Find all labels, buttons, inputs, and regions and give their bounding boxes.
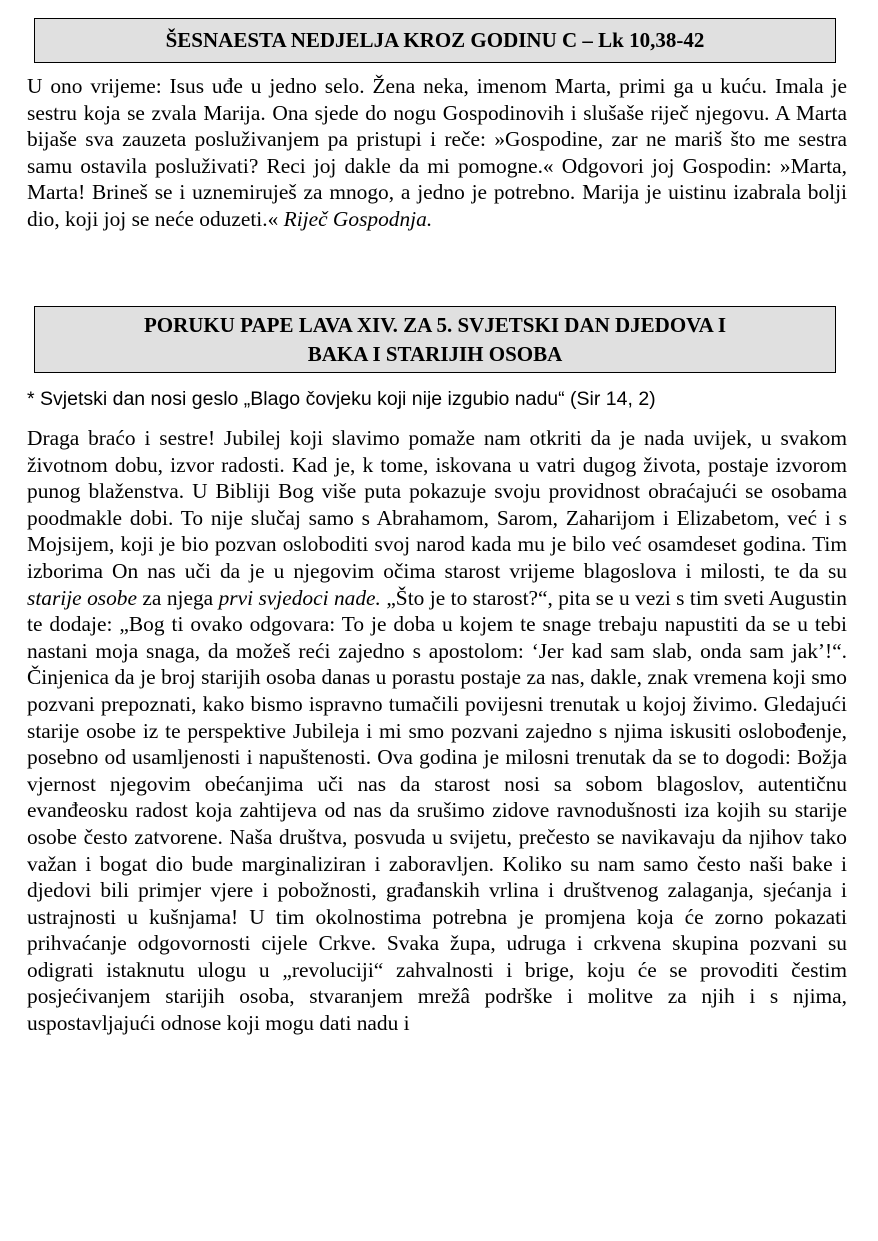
gospel-body: U ono vrijeme: Isus uđe u jedno selo. Žena neka, imenom Marta, primi ga u kuću. Imala je sestru koja se zvala Marija. Ona sjede do nogu Gospodinovih i slušaše riječ njegovu. A Marta bijaše sva zauzeta posluživanjem pa pristupi i reče: »Gospodine, zar ne mariš što me sestra samu ostavila posluživati? Reci joj dakle da mi pomogne.« Odgovori joj Gospodin: »Marta, Marta! Brineš se i uznemiruješ za mnogo, a jedno je potrebno. Marija je uistinu izabrala bolji dio, koji joj se neće oduzeti.« (27, 74, 847, 231)
message-title-box (34, 306, 836, 373)
gospel-title: ŠESNAESTA NEDJELJA KROZ GODINU C – Lk 10,38-42 (165, 28, 705, 52)
message-title-line1: PORUKU PAPE LAVA XIV. ZA 5. SVJETSKI DAN DJEDOVA I (143, 313, 727, 337)
message-motto: * Svjetski dan nosi geslo „Blago čovjeku koji nije izgubio nadu“ (Sir 14, 2) (27, 388, 656, 410)
gospel-title-box (34, 18, 836, 63)
message-body (27, 425, 847, 1037)
message-body-part3: „Što je to starost?“, pita se u vezi s tim sveti Augustin te dodaje: „Bog ti ovako odgovara: To je doba u kojem te snage trebaju napustiti da se u tebi nastani moja snaga, da možeš reći zajedno s apostolom: ‘Jer kad sam slab, onda sam jak’!“. Činjenica da je broj starijih osoba danas u porastu postaje za nas, dakle, znak vremena koji smo pozvani prepoznati, kako bismo ispravno tumačili povijesni trenutak u kojoj živimo. Gledajući starije osobe iz te perspektive Jubileja i mi smo pozvani zajedno s njima iskusiti oslobođenje, posebno od usamljenosti i napuštenosti. Ova godina je milosni trenutak da se to dogodi: Božja vjernost njegovim obećanjima uči nas da starost nosi sa sobom blagoslov, autentičnu evanđeosku radost koja zahtijeva od nas da srušimo zidove ravnodušnosti iza kojih su starije osobe često zatvorene. Naša društva, posvuda u svijetu, prečesto se navikavaju da njihov tako važan i bogat dio bude marginaliziran i zaboravljen. Koliko su nam samo često naši bake i djedovi bili primjer vjere i pobožnosti, građanskih vrlina i društvenog zalaganja, sjećanja i ustrajnosti u kušnjama! U tim okolnostima potrebna je promjena koja će zorno pokazati prihvaćanje odgovornosti cijele Crkve. Svaka župa, udruga i crkvena skupina pozvani su odigrati istaknutu ulogu u „revoluciji“ zahvalnosti i brige, koju će se provoditi čestim posjećivanjem starijih osoba, stvaranjem mrežâ podrške i molitve za njih i s njima, uspostavljajući odnose koji mogu dati nadu i (27, 585, 847, 1036)
message-italic-witnesses: prvi svjedoci nade. (218, 585, 381, 610)
message-body-part2: za njega (142, 585, 214, 610)
message-body-part1: Draga braćo i sestre! Jubilej koji slavimo pomaže nam otkriti da je nada uvijek, u svakom životnom dobu, izvor radosti. Kad je, k tome, iskovana u vatri dugog života, postaje izvorom punog blaženstva. U Bibliji Bog više puta pokazuje svoju providnost obraćajući se osobama poodmakle dobi. To nije slučaj samo s Abrahamom, Sarom, Zaharijom i Elizabetom, već i s Mojsijem, koji je bio pozvan osloboditi svoj narod kada mu je bilo već osamdeset godina. Tim izborima On nas uči da je u njegovim očima starost vrijeme blagoslova i milosti, te da su (27, 426, 847, 583)
gospel-closing: Riječ Gospodnja. (283, 206, 433, 231)
message-title-line2: BAKA I STARIJIH OSOBA (307, 342, 563, 366)
message-italic-older-persons: starije osobe (27, 585, 137, 610)
gospel-text (27, 73, 847, 233)
